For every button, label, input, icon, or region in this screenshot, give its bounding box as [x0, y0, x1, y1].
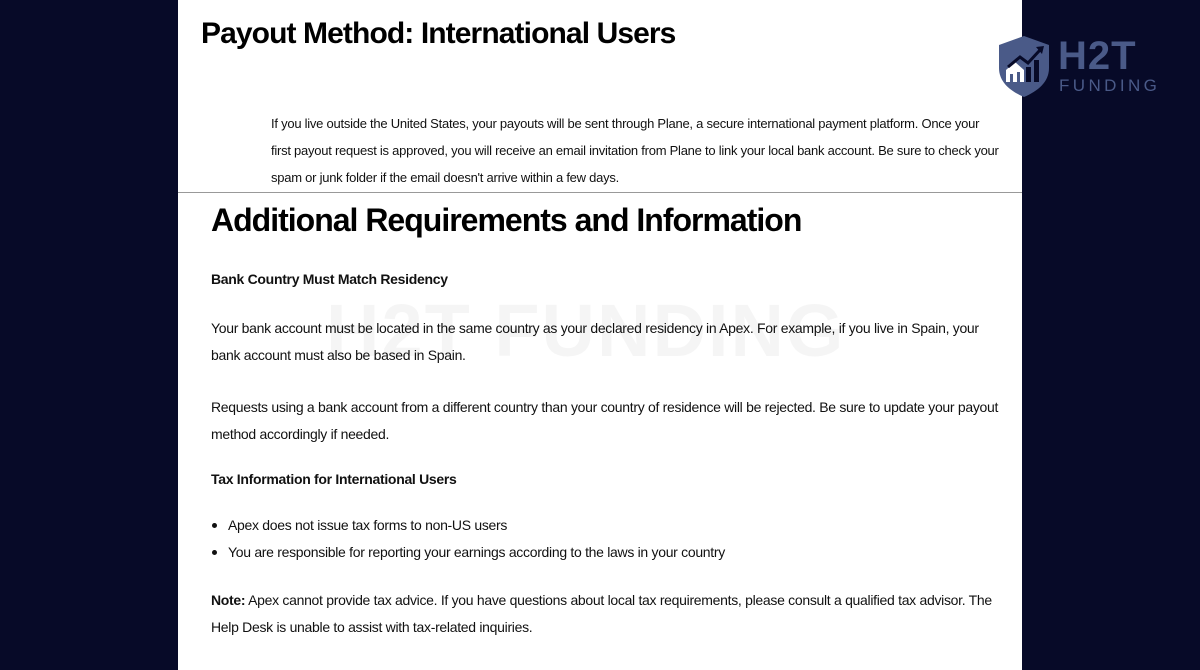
bank-paragraph-1: Your bank account must be located in the same country as your declared residency in Apex. For example, if you live in Spain, your bank account must also be based in Spain. — [211, 320, 979, 363]
document-page — [178, 0, 1022, 670]
note-label: Note: — [211, 592, 246, 608]
bullet-icon — [212, 523, 217, 528]
bank-paragraph-2: Requests using a bank account from a different country than your country of residence will be rejected. Be sure to update your payout method accordingly if needed. — [211, 399, 999, 442]
tax-bullet-list — [211, 512, 725, 566]
divider — [178, 192, 1022, 193]
page-title: Payout Method: International Users — [201, 17, 676, 50]
tax-heading: Tax Information for International Users — [211, 471, 457, 487]
intro-paragraph: If you live outside the United States, your payouts will be sent through Plane, a secure international payment platform. Once your first payout request is approved, you will receive an email invitation from Plane to link your local bank account. Be sure to check your spam or junk folder if the email doesn't arrive within a few days. — [271, 116, 999, 185]
bullet-icon — [212, 550, 217, 555]
list-item: Apex does not issue tax forms to non-US users — [211, 512, 725, 539]
note-text: Apex cannot provide tax advice. If you have questions about local tax requirements, please consult a qualified tax advisor. The Help Desk is unable to assist with tax-related inquiries. — [211, 592, 992, 635]
shield-chart-icon — [996, 34, 1052, 98]
note-paragraph — [211, 587, 1011, 641]
section-heading: Additional Requirements and Information — [211, 202, 802, 238]
brand-name: H2T — [1058, 34, 1137, 78]
brand-logo — [996, 34, 1166, 100]
bank-heading: Bank Country Must Match Residency — [211, 271, 448, 287]
list-item: You are responsible for reporting your earnings according to the laws in your country — [211, 539, 725, 566]
brand-tagline: FUNDING — [1059, 76, 1161, 95]
